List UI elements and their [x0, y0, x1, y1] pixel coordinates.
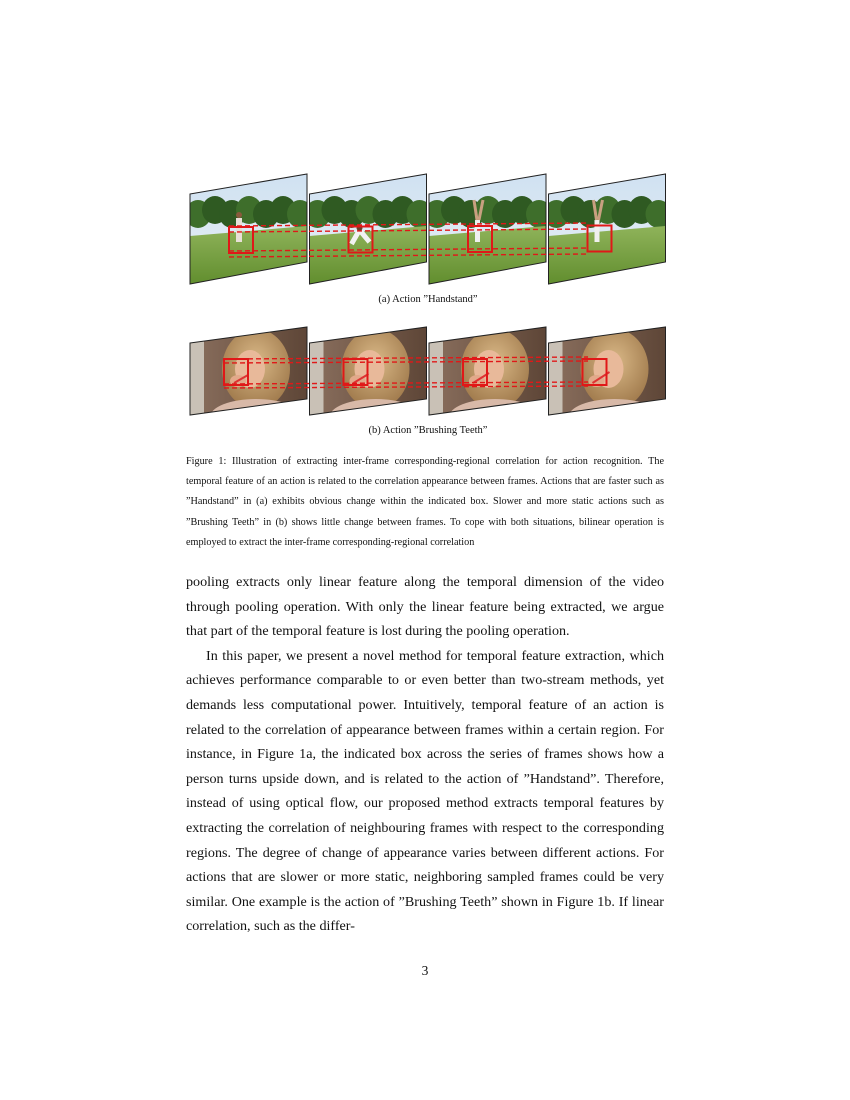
brushing-teeth-frames-illustration [188, 325, 668, 417]
handstand-frames-illustration [188, 172, 668, 287]
handstand-frame [544, 172, 669, 287]
body-paragraph-1: pooling extracts only linear feature along the temporal dimension of the video through pooling operation. With only the linear feature being extracted, we argue that part of the temporal feature is lost during the pooling operation. [186, 574, 664, 640]
subcaption-brushing-teeth: (b) Action ”Brushing Teeth” [368, 425, 488, 436]
figure-caption: Figure 1: Illustration of extracting inter-frame corresponding-regional correlation for action recognition. The temporal feature of an action is related to the correlation appearance between frames. Actions that are faster such as ”Handstand” in (a) exhibits obvious change within the indicated box. Slower and more static actions such as ”Brushing Teeth” in (b) shows little change between frames. To cope with both situations, bilinear operation is employed to extract the inter-frame corresponding-regional correlation [186, 456, 664, 548]
subcaption-handstand: (a) Action ”Handstand” [378, 294, 478, 305]
body-text [186, 570, 664, 939]
figure-row-brushing-teeth [188, 325, 668, 417]
handstand-frame [188, 172, 313, 287]
page-number: 3 [421, 963, 429, 978]
handstand-frame [305, 172, 433, 287]
figure-row-handstand [188, 172, 668, 287]
body-paragraph-2: In this paper, we present a novel method for temporal feature extraction, which achieves performance comparable to or even better than two-stream methods, yet demands less computational power. Intuitively, temporal feature of an action is related to the correlation of appearance between frames within a certain region. For instance, in Figure 1a, the indicated box across the series of frames shows how a person turns upside down, and is related to the action of ”Handstand”. Therefore, instead of using optical flow, our proposed method extracts temporal features by extracting the correlation of neighbouring frames with respect to the corresponding regions. The degree of change of appearance varies between different actions. For actions that are slower or more static, neighboring sampled frames could be very similar. One example is the action of ”Brushing Teeth” shown in Figure 1b. If linear correlation, such as the differ- [186, 647, 664, 935]
